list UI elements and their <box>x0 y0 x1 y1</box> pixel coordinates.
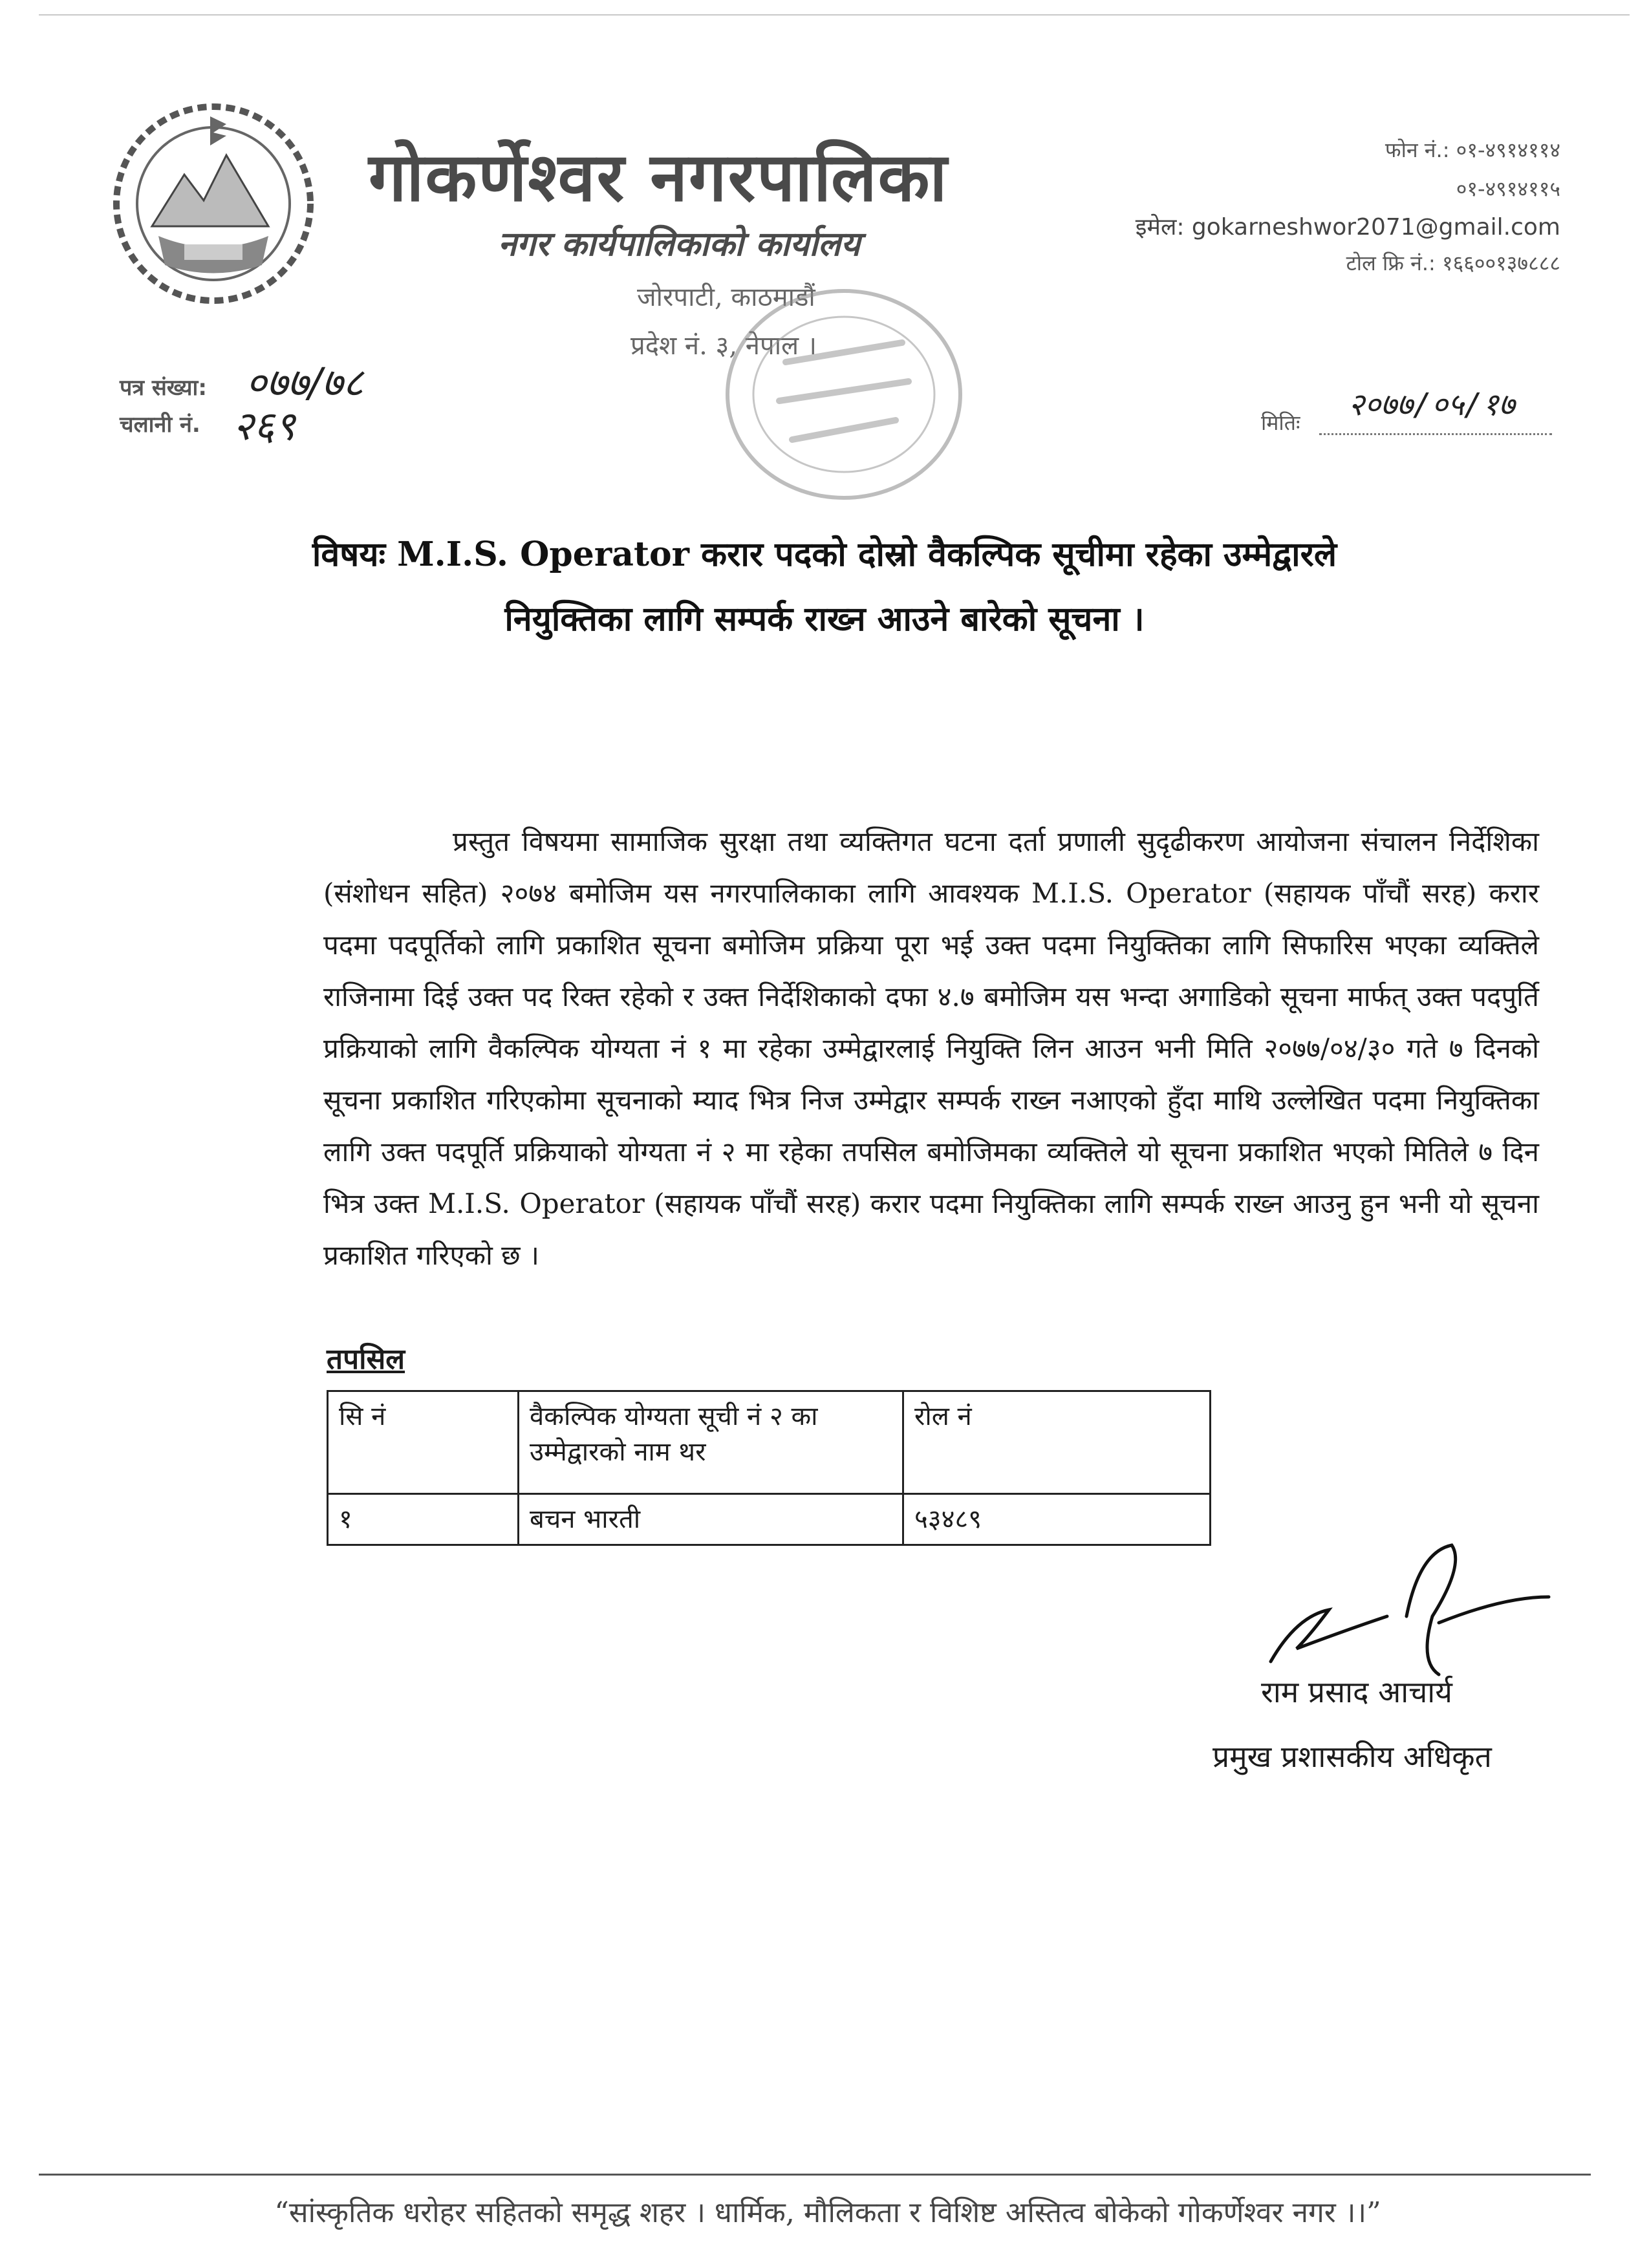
date-label: मितिः <box>1261 411 1300 435</box>
toll-free: टोल फ्रि नं.: १६६००१३७८८८ <box>1346 251 1560 275</box>
bottom-rule <box>39 2174 1591 2176</box>
phone-2: ०१-४९१४११५ <box>1456 177 1560 201</box>
signatory-name: राम प्रसाद आचार्य <box>1261 1674 1452 1709</box>
date-value: २०७७/०५/१७ <box>1348 387 1515 423</box>
subject-line-2: नियुक्तिका लागि सम्पर्क राख्न आउने बारेको सूचना । <box>504 599 1145 639</box>
email: इमेल: gokarneshwor2071@gmail.com <box>1135 214 1560 241</box>
cell-roll: ५३४८९ <box>903 1494 1211 1545</box>
dispatch-number-label: चलानी नं. <box>120 412 200 438</box>
table-heading: तपसिल <box>327 1343 405 1376</box>
body-paragraph: प्रस्तुत विषयमा सामाजिक सुरक्षा तथा व्यक्तिगत घटना दर्ता प्रणाली सुदृढीकरण आयोजना संचालन निर्देशिका (संशोधन सहित) २०७४ बमोजिम यस नगरपालिकाका लागि आवश्यक M.I.S. Operator (सहायक पाँचौं सरह) करार पदमा पदपूर्तिको लागि प्रकाशित सूचना बमोजिम प्रक्रिया पूरा भई उक्त पदमा नियुक्तिका लागि सिफारिस भएका व्यक्तिले राजिनामा दिई उक्त पद रिक्त रहेको र उक्त निर्देशिकाको दफा ४.७ बमोजिम यस भन्दा अगाडिको सूचना मार्फत् उक्त पदपुर्ति प्रक्रियाको लागि वैकल्पिक योग्यता नं १ मा रहेका उम्मेद्वारलाई नियुक्ति लिन आउन भनी मिति २०७७/०४/३० गते ७ दिनको सूचना प्रकाशित गरिएकोमा सूचनाको म्याद भित्र निज उम्मेद्वार सम्पर्क राख्न नआएको हुँदा माथि उल्लेखित पदमा नियुक्तिका लागि उक्त पदपूर्ति प्रक्रियाको योग्यता नं २ मा रहेका तपसिल बमोजिमका व्यक्तिले यो सूचना प्रकाशित भएको मितिले ७ दिन भित्र उक्त M.I.S. Operator (सहायक पाँचौं सरह) करार पदमा नियुक्तिका लागि सम्पर्क राख्न आउनु हुन भनी यो सूचना प्रकाशित गरिएको छ । <box>323 826 1539 1271</box>
notice-body <box>323 816 1539 1281</box>
cell-name: बचन भारती <box>519 1494 903 1545</box>
header-roll: रोल नं <box>903 1391 1211 1494</box>
date-dotted-line <box>1319 411 1552 435</box>
header-sn: सि नं <box>328 1391 519 1494</box>
footer-motto: “सांस्कृतिक धरोहर सहितको समृद्ध शहर । धार्मिक, मौलिकता र विशिष्ट अस्तित्व बोकेको गोकर्णेश्वर नगर ।।” <box>274 2196 1381 2229</box>
header-name: वैकल्पिक योग्यता सूची नं २ का उम्मेद्वारको नाम थर <box>519 1391 903 1494</box>
table-header-row <box>328 1391 1211 1494</box>
table-row <box>328 1494 1211 1545</box>
dispatch-number-value: २६९ <box>233 402 296 449</box>
subject-line-1: विषयः M.I.S. Operator करार पदको दोस्रो वैकल्पिक सूचीमा रहेका उम्मेद्वारले <box>312 535 1337 574</box>
phone-1: फोन नं.: ०१-४९१४११४ <box>1385 138 1560 162</box>
letter-number-value: ०७७/७८ <box>246 359 364 406</box>
municipality-title: गोकर्णेश्वर नगरपालिका <box>369 138 949 217</box>
address-line-2: प्रदेश नं. ३, नेपाल । <box>630 331 817 361</box>
signature-icon <box>1258 1539 1555 1681</box>
office-subtitle: नगर कार्यपालिकाको कार्यालय <box>498 225 861 264</box>
candidate-table <box>327 1390 1211 1546</box>
nepal-emblem-icon <box>107 97 320 310</box>
address-line-1: जोरपाटी, काठमाडौं <box>637 283 815 312</box>
cell-sn: १ <box>328 1494 519 1545</box>
top-rule <box>39 14 1630 16</box>
office-stamp-icon <box>708 284 967 517</box>
letter-number-label: पत्र संख्या: <box>120 375 207 401</box>
signatory-title: प्रमुख प्रशासकीय अधिकृत <box>1212 1739 1492 1774</box>
